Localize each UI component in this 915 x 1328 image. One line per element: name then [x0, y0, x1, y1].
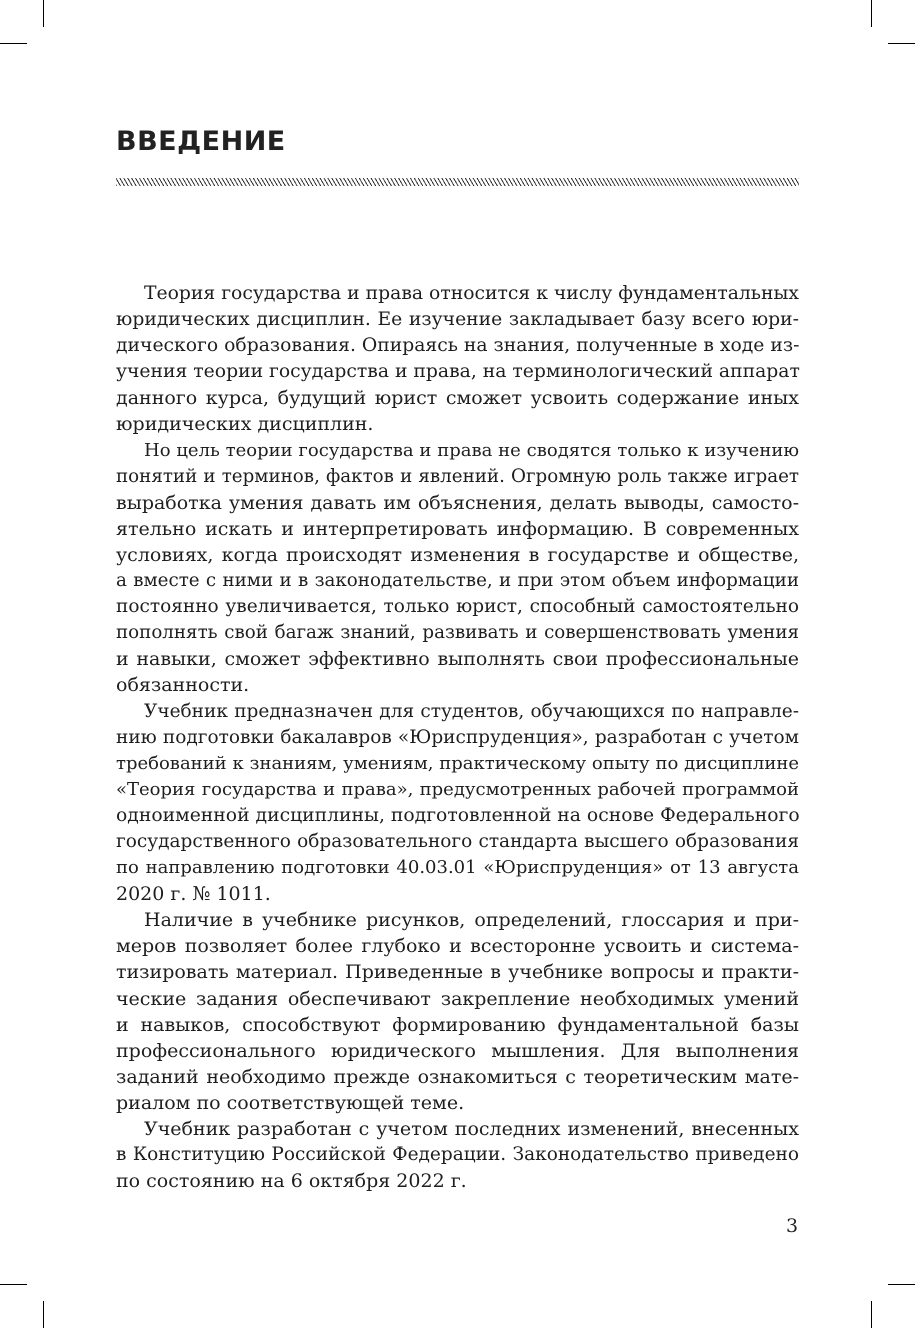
text-line: понятий и терминов, фактов и явлений. Огромную роль также играет	[116, 465, 799, 487]
text-line: по состоянию на 6 октября 2022 г.	[116, 1170, 467, 1193]
text-line: тизировать материал. Приведенные в учебнике вопросы и практи-	[116, 961, 799, 984]
text-line: одноименной дисциплины, подготовленной на основе Федерального	[116, 804, 800, 826]
text-line: и навыков, способствуют формированию фундаментальной базы	[116, 1013, 799, 1036]
text-line: и навыки, сможет эффективно выполнять свои профессиональные	[116, 648, 799, 671]
text-line: Учебник предназначен для студентов, обучающихся по направле-	[144, 700, 799, 722]
crop-mark-top-left-vertical	[43, 0, 44, 27]
text-line: риалом по соответствующей теме.	[116, 1091, 465, 1114]
text-line: учения теории государства и права, на терминологический аппарат	[116, 361, 800, 383]
text-line: требований к знаниям, умениям, практическому опыту по дисциплине	[116, 752, 799, 774]
text-line: выработка умения давать им объяснения, делать выводы, самосто-	[116, 491, 799, 514]
text-line: ятельно искать и интерпретировать информацию. В современных	[116, 517, 799, 540]
text-line: профессионального юридического мышления. Для выполнения	[116, 1039, 799, 1062]
text-line: дического образования. Опираясь на знания, полученные в ходе из-	[116, 335, 800, 357]
crop-mark-bottom-left-vertical	[43, 1301, 44, 1328]
text-line: Но цель теории государства и права не сводятся только к изучению	[144, 439, 799, 461]
text-line: а вместе с ними и в законодательстве, и при этом объем информации	[116, 570, 799, 592]
text-line: Учебник разработан с учетом последних изменений, внесенных	[144, 1118, 799, 1140]
introduction-text	[116, 281, 799, 1194]
crop-mark-top-left-horizontal	[0, 43, 27, 44]
text-line: обязанности.	[116, 674, 250, 697]
text-line: условиях, когда происходят изменения в государстве и обществе,	[116, 543, 799, 566]
chapter-title: ВВЕДЕНИЕ	[116, 126, 286, 157]
crop-mark-top-right-horizontal	[888, 43, 915, 44]
text-line: Теория государства и права относится к числу фундаментальных	[144, 283, 799, 304]
page-number: 3	[786, 1215, 799, 1237]
text-line: данного курса, будущий юрист сможет усвоить содержание иных	[116, 387, 799, 410]
crop-mark-bottom-right-vertical	[871, 1301, 872, 1328]
text-line: заданий необходимо прежде ознакомиться с теоретическим мате-	[116, 1065, 799, 1088]
crop-mark-bottom-left-horizontal	[0, 1284, 27, 1285]
text-line: в Конституцию Российской Федерации. Законодательство приведено	[116, 1144, 799, 1166]
text-line: юридических дисциплин. Ее изучение закладывает базу всего юри-	[116, 309, 799, 331]
text-line: по направлению подготовки 40.03.01 «Юриспруденция» от 13 августа	[116, 857, 799, 879]
text-line: пополнять свой багаж знаний, развивать и совершенствовать умения	[116, 622, 799, 644]
paragraph-3	[116, 699, 799, 908]
text-line: Наличие в учебнике рисунков, определений, глоссария и при-	[144, 909, 799, 932]
paragraph-2	[116, 438, 799, 699]
paragraph-1	[116, 281, 799, 438]
text-line: постоянно увеличивается, только юрист, способный самостоятельно	[116, 596, 799, 618]
text-line: «Теория государства и права», предусмотренных рабочей программой	[116, 778, 799, 800]
text-line: 2020 г. № 1011.	[116, 883, 271, 906]
paragraph-4	[116, 907, 799, 1116]
text-line: государственного образовательного стандарта высшего образования	[116, 830, 799, 852]
text-line: юридических дисциплин.	[116, 413, 374, 436]
paragraph-5	[116, 1116, 799, 1194]
text-line: нию подготовки бакалавров «Юриспруденция», разработан с учетом	[116, 726, 799, 748]
crop-mark-top-right-vertical	[871, 0, 872, 27]
text-line: ческие задания обеспечивают закрепление необходимых умений	[116, 987, 799, 1010]
text-line: меров позволяет более глубоко и всесторонне усвоить и система-	[116, 935, 799, 958]
hatched-divider	[116, 178, 799, 186]
crop-mark-bottom-right-horizontal	[888, 1284, 915, 1285]
